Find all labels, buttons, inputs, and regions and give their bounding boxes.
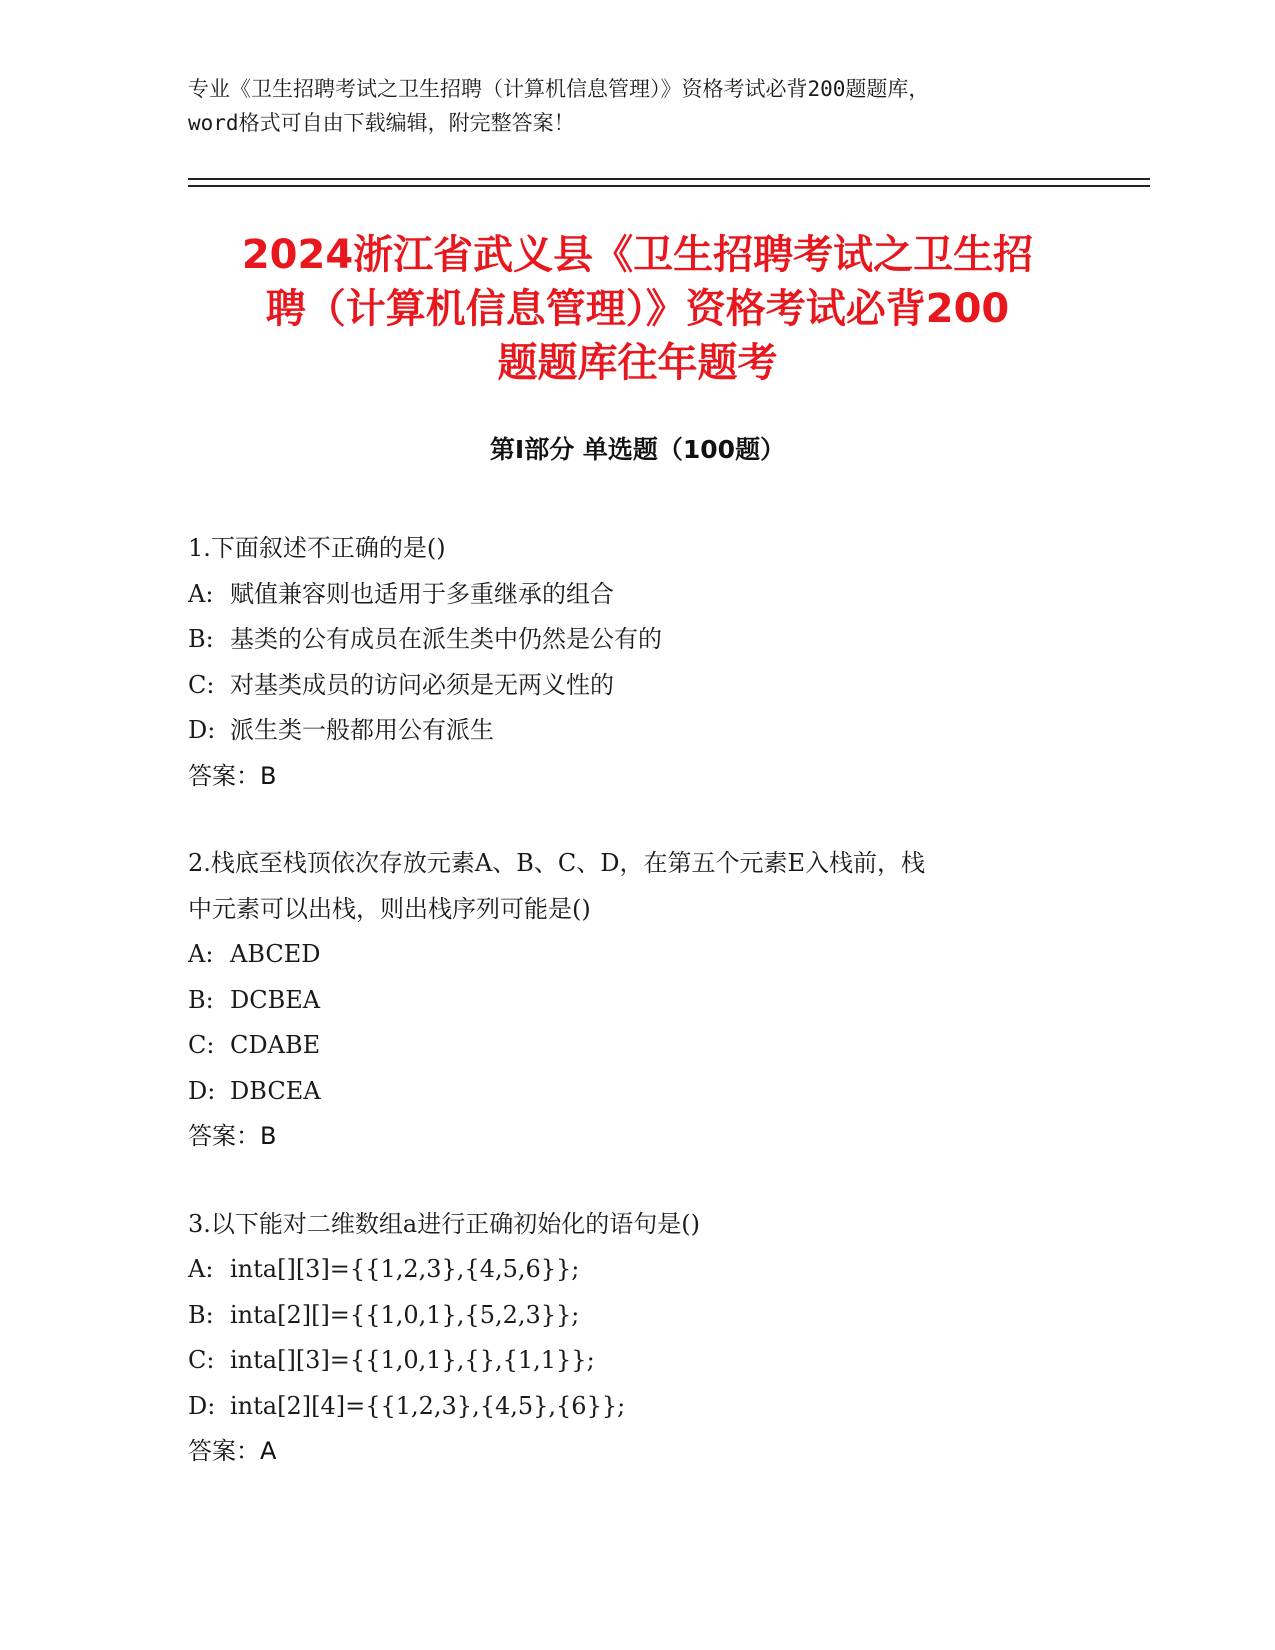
option-d: [188, 1384, 1088, 1430]
option-c: [188, 663, 1088, 709]
question-2: [188, 841, 1088, 1160]
header-note-line-2: word格式可自由下载编辑，附完整答案！: [188, 111, 575, 135]
answer: 答案：B: [188, 761, 277, 790]
option-b: [188, 978, 1088, 1024]
answer: 答案：A: [188, 1437, 277, 1465]
question-list: [188, 526, 1088, 1517]
option-d: [188, 1069, 1088, 1115]
answer: 答案：B: [188, 1122, 277, 1150]
document-title-line-2: 聘（计算机信息管理）》资格考试必背200: [265, 286, 1010, 332]
option-text: inta[][3]={{1,0,1},{},{1,1}};: [230, 1346, 595, 1374]
option-label: B:: [188, 985, 214, 1014]
option-label: D:: [188, 716, 216, 744]
option-text: 对基类成员的访问必须是无两义性的: [230, 670, 614, 699]
question-1: [188, 526, 1088, 799]
document-title-line-3: 题题库往年题考: [497, 340, 778, 386]
option-text: DBCEA: [230, 1076, 321, 1105]
option-label: C:: [188, 1346, 215, 1374]
document-title: [160, 228, 1115, 390]
option-label: C:: [188, 670, 215, 699]
option-text: 派生类一般都用公有派生: [230, 716, 494, 744]
option-c: [188, 1023, 1088, 1069]
option-label: D:: [188, 1391, 216, 1420]
option-a: [188, 572, 1088, 618]
option-b: [188, 1293, 1088, 1339]
option-text: inta[][3]={{1,2,3},{4,5,6}};: [230, 1255, 580, 1283]
option-b: [188, 617, 1088, 663]
question-3: [188, 1202, 1088, 1475]
option-label: B:: [188, 1300, 214, 1329]
option-label: A:: [188, 579, 214, 608]
option-text: DCBEA: [230, 985, 321, 1014]
section-title: 第Ⅰ部分 单选题（100题）: [489, 435, 786, 464]
header-note-line-1: 专业《卫生招聘考试之卫生招聘（计算机信息管理）》资格考试必背200题题库，: [188, 77, 930, 101]
option-text: 赋值兼容则也适用于多重继承的组合: [230, 579, 614, 608]
header-divider-top: [188, 178, 1150, 180]
option-label: A:: [188, 1255, 214, 1283]
option-text: CDABE: [230, 1031, 321, 1059]
option-a: [188, 932, 1088, 978]
option-label: C:: [188, 1031, 215, 1059]
option-c: [188, 1338, 1088, 1384]
option-text: inta[2][4]={{1,2,3},{4,5},{6}};: [230, 1391, 626, 1420]
document-title-line-1: 2024浙江省武义县《卫生招聘考试之卫生招: [241, 232, 1034, 278]
header-divider-bottom: [188, 185, 1150, 187]
question-stem: 1.下面叙述不正确的是(): [188, 534, 446, 562]
option-text: 基类的公有成员在派生类中仍然是公有的: [230, 625, 662, 653]
option-label: B:: [188, 625, 214, 653]
question-stem: 2.栈底至栈顶依次存放元素A、B、C、D，在第五个元素E入栈前，栈: [188, 849, 925, 877]
option-text: ABCED: [230, 940, 321, 968]
header-note: [188, 72, 1088, 140]
option-label: A:: [188, 940, 214, 968]
option-text: inta[2][]={{1,0,1},{5,2,3}};: [230, 1300, 580, 1329]
question-stem: 3.以下能对二维数组a进行正确初始化的语句是(): [188, 1209, 700, 1238]
option-label: D:: [188, 1076, 216, 1105]
option-a: [188, 1247, 1088, 1293]
question-stem-continued: 中元素可以出栈，则出栈序列可能是(): [188, 894, 591, 923]
option-d: [188, 708, 1088, 754]
